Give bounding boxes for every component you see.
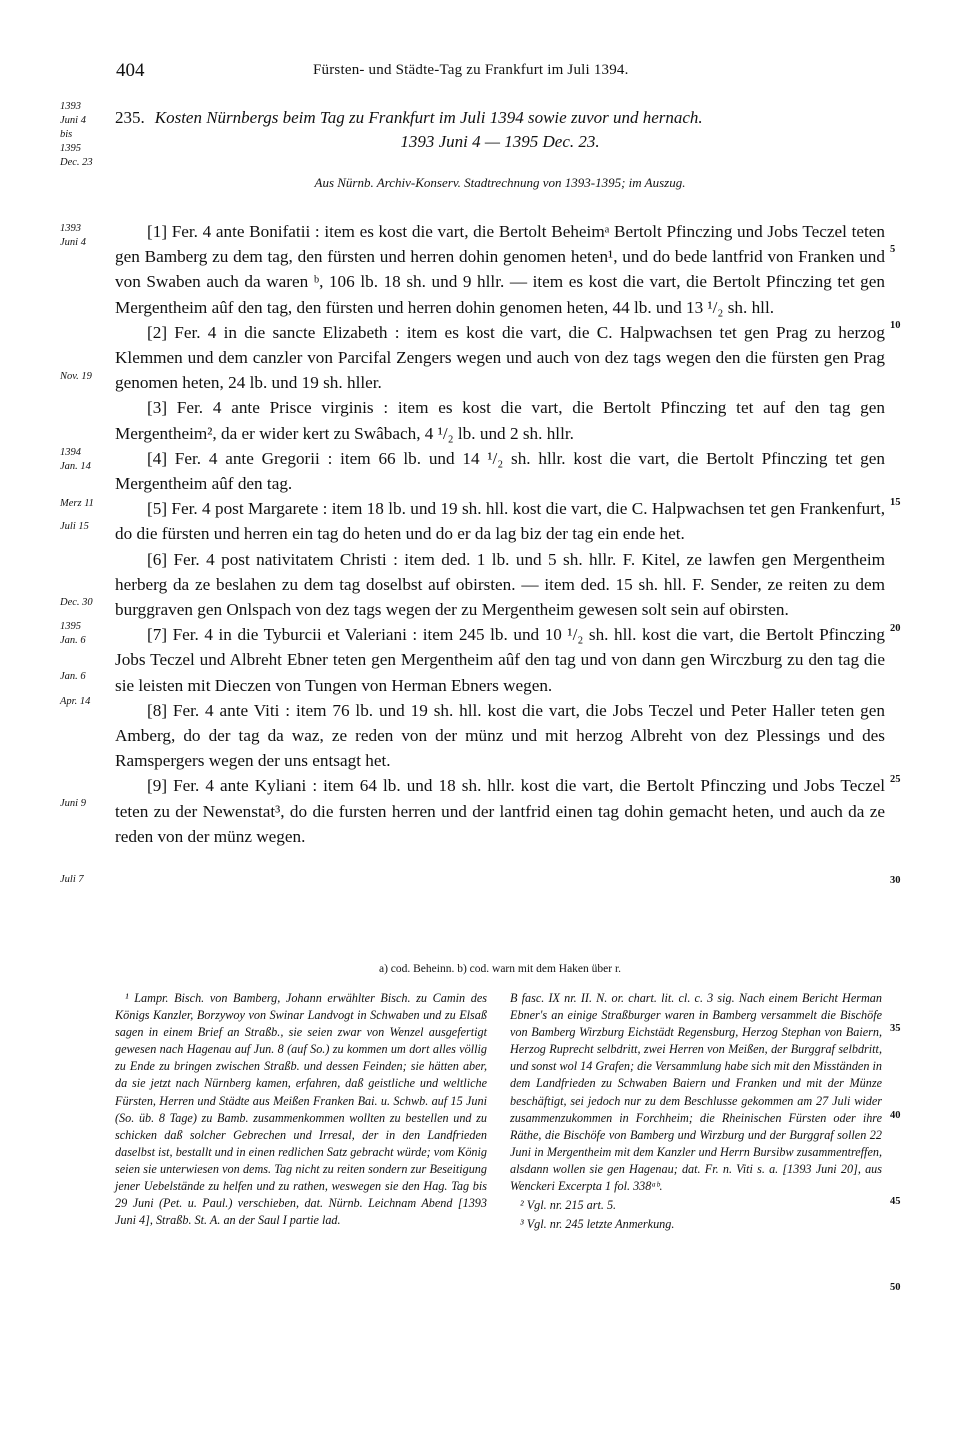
margin-note: Dec. 30 <box>60 597 93 608</box>
line-number: 5 <box>890 244 896 255</box>
document-number: 235. <box>115 108 145 127</box>
entry-paragraph: [6] Fer. 4 post nativitatem Christi : item ded. 1 lb. und 5 sh. hllr. F. Kitel, ze lawfen gen Mergentheim herberg da ze beslahen zu dem tag doselbst auf obirsten. — item ded. 15 sh. hll. F. Sender, ze reiten zu dem burggraven gen Onlspach von dez tags wegen der zu Mergentheim gewesen solt sein auf obirsten. <box>115 549 885 620</box>
entry-paragraph: [3] Fer. 4 ante Prisce virginis : item es kost die vart, die Bertolt Pfinczing tet auf den tag gen Mergentheim², da er wider kert zu Swâbach, 4 ¹/₂ lb. und 2 sh. hllr. <box>115 398 885 443</box>
document-body <box>115 205 885 849</box>
line-number: 15 <box>890 497 901 508</box>
entry-paragraph: [5] Fer. 4 post Margarete : item 18 lb. und 19 sh. hll. kost die vart, die C. Halpwachsen tet gen Frankenfurt, do die fürsten und herren ein tag do heten und do er da lag biz der tag ein ende het. <box>115 499 885 544</box>
document-title-line <box>115 105 915 130</box>
margin-note: 1395 Jan. 6 <box>60 621 86 646</box>
page-number: 404 <box>116 60 145 81</box>
line-number: 50 <box>890 1282 901 1293</box>
footnote: B fasc. IX nr. II. N. or. chart. lit. cl. c. 3 sig. Nach einem Bericht Herman Ebner's an einige Straßburger waren in Bamberg versammelt die Bischöfe von Bamberg Wirzburg Eichstädt Regensburg, Herzog Stephan von Baiern, Herzog Ruprecht selbdritt, zwei Herren von Meißen, der Burggraf selbdritt, und sonst wol 14 Grafen; die Versammlung habe sich mit den Misständen in dem Landfrieden zu Schwaben Baiern und Franken und mit der Münze beschäftigt, sei jedoch nur zu dem Beschlusse gekommen am 27 Juli wider zusammenzukommen in Forchheim; die Rheinischen Fürsten oder ihre Räthe, die Bischöfe von Bamberg und Wirzburg und der Burggraf sollen 22 Juni in Mergentheim mit dem Kanzler und Herrn Bursibw zusammentreffen, alsdann wollen sie gen Hagenau; dat. Fr. n. Viti s. a. [1393 Juni 20], aus Wenckeri Excerpta 1 fol. 338ᵃᵇ. <box>510 991 882 1194</box>
running-title: Fürsten- und Städte-Tag zu Frankfurt im Juli 1394. <box>313 62 629 78</box>
entry-paragraph: [1] Fer. 4 ante Bonifatii : item es kost die vart, die Bertolt Beheimᵃ Bertolt Pfinczing und Jobs Teczel teten gen Bamberg zu dem tag, den fürsten und herren dohin genomen heten¹, und do bede lantfrid von Franken und von Swaben auch da waren ᵇ, 106 lb. 18 sh. und 9 hllr. — item es kost die vart, die Bertolt Pfinczing tet gen Mergentheim aûf den tag, den fürsten und herren dohin genomen heten, 44 lb. und 13 ¹/₂ sh. hll. <box>115 222 885 317</box>
document-source: Aus Nürnb. Archiv-Konserv. Stadtrechnung von 1393-1395; im Auszug. <box>314 175 686 190</box>
entry-paragraph: [4] Fer. 4 ante Gregorii : item 66 lb. und 14 ¹/₂ sh. hllr. kost die vart, die Bertolt Pfinczing tet gen Mergentheim aûf den tag. <box>115 448 885 494</box>
margin-note: 1393 Juni 4 bis 1395 Dec. 23 <box>60 101 93 168</box>
entry-paragraph: [2] Fer. 4 in die sancte Elizabeth : item es kost die vart, die C. Halpwachsen tet gen Prag zu herzog Klemmen und dem canzler von Parcifal Zengers wegen und auch von dez tags wegen den die fürsten gen Prag genomen heten, 24 lb. und 19 sh. hller. <box>115 322 885 393</box>
footnotes-right-column <box>510 990 882 1235</box>
footnote: ¹ Lampr. Bisch. von Bamberg, Johann erwählter Bisch. zu Camin des Königs Kanzler, Borzywoy von Swinar Landvogt in Schwaben und zu Elsaß sagen in einem Brief an Straßb., sie seien zwar von Wenzel ausgefertigt gewesen nach Hagenau auf Jun. 8 (auf So.) zu kommen um dort alles völlig zu Ende zu bringen zwischen Straßb. und dessen Feinden; sie hätten aber, da sie jetzt nach Nürnberg kamen, erfahren, daß geistliche und weltliche Fürsten, Herren und Städte aus Meißen Franken Bai. u. Schwb. auf 15 Juni (So. üb. 8 Tage) zu Bamb. zusammenkommen wollten zu bestellen und zu schicken daß solcher Gebrechen und Irresal, der in den Landfrieden daselbst ist, bestallt und in einen redlichen Satz gebracht würde; vom König seien sie unterwiesen von dems. Tag nicht zu reiten sondern zur Beseitigung jener Uebelstände zu helfen und zu rathen, weswegen sie den Hag. Tag bis 29 Juni (Pet. u. Paul.) verschieben, dat. Nürnb. Leichnam Abend [1393 Juni 4], Straßb. St. A. an der Saul I partie lad. <box>115 991 487 1228</box>
line-number: 30 <box>890 875 901 886</box>
margin-note: Merz 11 <box>60 498 94 509</box>
entry-paragraph: [8] Fer. 4 ante Viti : item 76 lb. und 19 sh. hll. kost die vart, die Jobs Teczel und Peter Haller teten gen Amberg, do der tag da waz, ze reden von der münz und mit herzog Albreht von dez Plessings und des Ramspergers wegen der uns entsagt het. <box>115 700 885 771</box>
margin-note: 1394 Jan. 14 <box>60 447 91 472</box>
margin-note: Juni 9 <box>60 798 86 809</box>
entry-paragraph: [7] Fer. 4 in die Tyburcii et Valeriani : item 245 lb. und 10 ¹/₂ sh. hll. kost die vart, die Bertolt Pfinczing Jobs Teczel und Albreht Ebner teten gen Mergentheim aûf den tag und von dann gen Wirczburg zu den tag die sie leisten mit Dieczen von Tungen von Herman Ebners wegen. <box>115 625 885 695</box>
margin-note: Jan. 6 <box>60 671 86 682</box>
document-date-range: 1393 Juni 4 — 1395 Dec. 23. <box>400 132 600 151</box>
margin-note: Juli 7 <box>60 874 84 885</box>
line-number: 35 <box>890 1023 901 1034</box>
footnote: ² Vgl. nr. 215 art. 5. <box>520 1198 617 1213</box>
document-title: Kosten Nürnbergs beim Tag zu Frankfurt im Juli 1394 sowie zuvor und hernach. <box>154 108 703 127</box>
line-number: 25 <box>890 774 901 785</box>
footnotes-left-column <box>115 990 487 1231</box>
line-number: 45 <box>890 1196 901 1207</box>
entry-paragraph: [9] Fer. 4 ante Kyliani : item 64 lb. und 18 sh. hllr. kost die vart, die Bertolt Pfinczing und Jobs Teczel teten zu der Newenstat³, do die fursten herren und der lantfrid einen tag dohin gemacht heten, und auch da ze reden von der münz wegen. <box>115 776 885 846</box>
line-number: 10 <box>890 320 901 331</box>
critical-apparatus: a) cod. Beheinn. b) cod. warn mit dem Haken über r. <box>378 963 622 975</box>
footnote: ³ Vgl. nr. 245 letzte Anmerkung. <box>520 1217 675 1232</box>
margin-note: Nov. 19 <box>60 371 92 382</box>
margin-note: 1393 Juni 4 <box>60 223 86 248</box>
margin-note: Apr. 14 <box>60 696 91 707</box>
margin-note: Juli 15 <box>60 521 89 532</box>
line-number: 20 <box>890 623 901 634</box>
line-number: 40 <box>890 1110 901 1121</box>
